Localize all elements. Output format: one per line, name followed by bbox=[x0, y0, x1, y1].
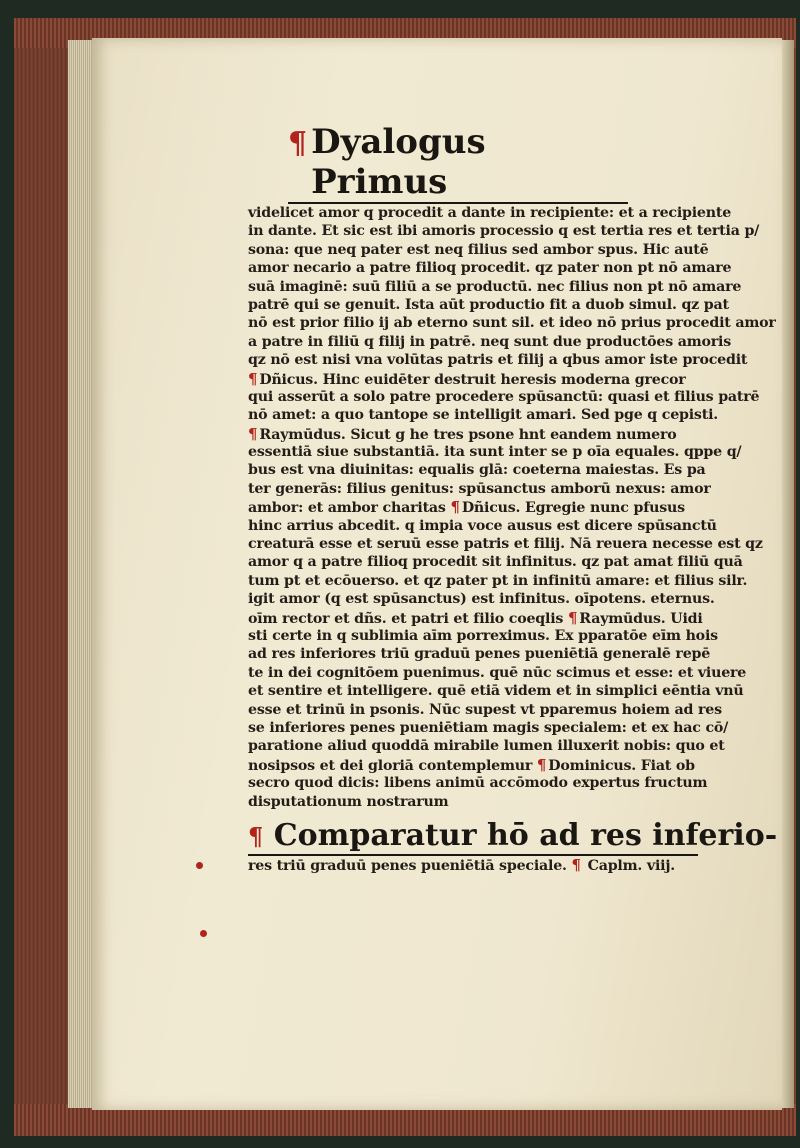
line-text: esse et trinū in psonis. Nūc supest vt pparemus hoiem ad res bbox=[248, 701, 722, 718]
line-text: qz nō est nisi vna volūtas patris et filij a qbus amor iste procedit bbox=[248, 352, 748, 369]
line-text: ter generās: filius genitus: spūsanctus amborū nexus: amor bbox=[248, 480, 711, 497]
line-text: Raymūdus. Uidi bbox=[579, 610, 703, 627]
text-line bbox=[248, 443, 742, 461]
text-line bbox=[248, 572, 748, 590]
final-line-text: res triū graduū penes pueniētiā speciale. bbox=[248, 857, 567, 874]
text-line bbox=[248, 480, 718, 498]
rubric-pilcrow-icon: ¶ bbox=[248, 369, 258, 388]
chapter-heading-continuation bbox=[248, 856, 718, 874]
rubric-pilcrow-icon: ¶ bbox=[248, 821, 264, 851]
text-line bbox=[248, 333, 732, 351]
chapter-heading-title: Comparatur hō ad res inferio- bbox=[273, 817, 778, 853]
rubric-pilcrow-icon: ¶ bbox=[571, 855, 581, 874]
page-right-edge bbox=[782, 40, 794, 1108]
text-block bbox=[248, 122, 778, 874]
rubric-pilcrow-icon: ¶ bbox=[567, 608, 578, 627]
text-line bbox=[248, 590, 718, 608]
line-text: paratione aliud quoddā mirabile lumen illuxerit nobis: quo et bbox=[248, 738, 725, 755]
heading-title: Dyalogus Primus bbox=[311, 122, 486, 202]
rubric-pilcrow-icon: ¶ bbox=[536, 755, 547, 774]
line-text: amor necario a patre filioq procedit. qz pater non pt nō amare bbox=[248, 260, 732, 277]
text-line bbox=[248, 737, 725, 755]
chapter-number: Caplm. viij. bbox=[587, 857, 676, 874]
text-line bbox=[248, 517, 718, 535]
line-text: se inferiores penes pueniētiam magis specialem: et ex hac cō/ bbox=[248, 719, 729, 736]
line-text: Raymūdus. Sicut g he tres psone hnt eandem numero bbox=[259, 426, 677, 443]
text-line bbox=[248, 370, 718, 388]
line-text: videlicet amor q procedit a dante in recipiente: et a recipiente bbox=[248, 205, 732, 221]
line-text: ambor: et ambor charitas bbox=[248, 500, 446, 517]
text-line bbox=[248, 498, 718, 516]
line-text: disputationum nostrarum bbox=[248, 793, 449, 810]
rubric-pilcrow-icon: ¶ bbox=[450, 498, 460, 517]
chapter-heading bbox=[248, 817, 778, 856]
text-line bbox=[248, 682, 744, 700]
text-line bbox=[248, 406, 718, 424]
text-line bbox=[248, 241, 718, 259]
text-line bbox=[248, 609, 718, 627]
text-line bbox=[248, 627, 718, 645]
text-line bbox=[248, 756, 718, 774]
line-text: oīm rector et dñs. et patri et filio coeqlis bbox=[248, 610, 564, 627]
red-ink-dot bbox=[200, 930, 207, 937]
red-ink-dot bbox=[196, 862, 203, 869]
line-text: nosipsos et dei gloriā contemplemur bbox=[248, 757, 533, 774]
text-line bbox=[248, 664, 747, 682]
line-text: bus est vna diuinitas: equalis glā: coeterna maiestas. Es pa bbox=[248, 462, 706, 479]
line-text: sona: que neq pater est neq filius sed ambor spus. Hic autē bbox=[248, 241, 709, 258]
line-text: a patre in filiū q filij in patrē. neq sunt due productōes amoris bbox=[248, 333, 732, 350]
text-line bbox=[248, 774, 718, 792]
line-text: ad res inferiores triū graduū penes pueniētiā generalē repē bbox=[248, 646, 711, 663]
text-line bbox=[248, 425, 718, 443]
line-text: amor q a patre filioq procedit sit infinitus. qz pat amat filiū quā bbox=[248, 554, 743, 571]
line-text: essentiā siue substantiā. ita sunt inter se p oīa equales. qppe q/ bbox=[248, 444, 742, 461]
text-line bbox=[248, 553, 743, 571]
line-text: creaturā esse et seruū esse patris et filij. Nā reuera necesse est qz bbox=[248, 536, 763, 553]
text-line bbox=[248, 701, 722, 719]
line-text: in dante. Et sic est ibi amoris processio q est tertia res et tertia p/ bbox=[248, 223, 760, 240]
body-text bbox=[248, 204, 776, 811]
text-line bbox=[248, 645, 718, 663]
rubric-pilcrow-icon: ¶ bbox=[288, 126, 308, 161]
line-text: tum pt et ecōuerso. et qz pater pt in infinitū amare: et filius silr. bbox=[248, 572, 748, 589]
line-text: patrē qui se genuit. Ista aūt productio fit a duob simul. qz pat bbox=[248, 296, 729, 313]
text-line bbox=[248, 535, 763, 553]
text-line bbox=[248, 222, 760, 240]
text-line bbox=[248, 314, 776, 332]
text-line bbox=[248, 388, 760, 406]
line-text: sti certe in q sublimia aīm porreximus. Ex pparatōe eīm hois bbox=[248, 627, 718, 644]
text-line bbox=[248, 351, 748, 369]
line-text: Dñicus. Hinc euidēter destruit heresis moderna grecor bbox=[259, 371, 686, 388]
page-heading bbox=[288, 122, 628, 204]
text-line bbox=[248, 204, 732, 222]
line-text: qui asserūt a solo patre procedere spūsanctū: quasi et filius patrē bbox=[248, 388, 760, 405]
text-line bbox=[248, 296, 729, 314]
rubric-pilcrow-icon: ¶ bbox=[248, 424, 258, 443]
text-line bbox=[248, 278, 742, 296]
line-text: nō est prior filio ij ab eterno sunt sil. et ideo nō prius procedit amor bbox=[248, 315, 776, 332]
line-text: te in dei cognitōem puenimus. quē nūc scimus et esse: et viuere bbox=[248, 664, 747, 681]
line-text: hinc arrius abcedit. q impia voce ausus est dicere spūsanctū bbox=[248, 517, 717, 534]
text-line bbox=[248, 719, 729, 737]
line-text: et sentire et intelligere. quē etiā videm et in simplici eēntia vnū bbox=[248, 683, 744, 700]
line-text: Dominicus. Fiat ob bbox=[548, 757, 695, 774]
line-text: nō amet: a quo tantope se intelligit amari. Sed pge q cepisti. bbox=[248, 407, 719, 424]
line-text: Dñicus. Egregie nunc pfusus bbox=[461, 500, 685, 517]
line-text: suā imaginē: suū filiū a se productū. nec filius non pt nō amare bbox=[248, 278, 742, 295]
text-line bbox=[248, 793, 718, 811]
line-text: igit amor (q est spūsanctus) est infinitus. oīpotens. eternus. bbox=[248, 591, 715, 608]
line-text: secro quod dicis: libens animū accōmodo expertus fructum bbox=[248, 775, 708, 792]
text-line bbox=[248, 259, 732, 277]
text-line bbox=[248, 461, 718, 479]
